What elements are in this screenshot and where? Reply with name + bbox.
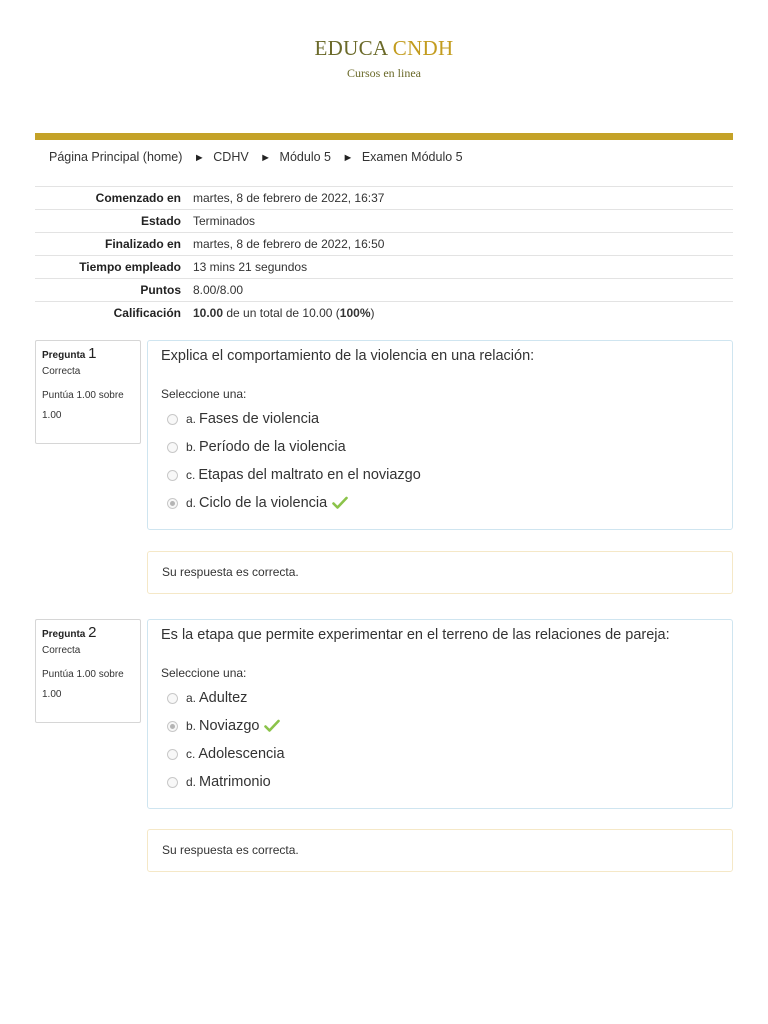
summary-value: 13 mins 21 segundos — [193, 256, 733, 279]
summary-row-grade — [35, 302, 733, 325]
option-text: Ciclo de la violencia — [199, 495, 328, 511]
grade-percent: 100% — [339, 306, 371, 320]
question-label: Pregunta — [42, 350, 86, 361]
summary-row-finished — [35, 233, 733, 256]
breadcrumb-separator-icon: ► — [342, 152, 354, 164]
radio-button[interactable] — [167, 693, 178, 704]
option-letter: d. — [186, 775, 197, 789]
summary-label: Finalizado en — [35, 233, 193, 256]
breadcrumb-home[interactable]: Página Principal (home) — [49, 150, 183, 164]
summary-value: martes, 8 de febrero de 2022, 16:50 — [193, 233, 733, 256]
answer-option[interactable] — [167, 684, 719, 712]
answer-prompt: Seleccione una: — [161, 666, 247, 680]
answer-option[interactable] — [167, 405, 719, 433]
answer-option-selected[interactable] — [167, 712, 719, 740]
option-letter: b. — [186, 719, 197, 733]
question-state: Correcta — [42, 645, 81, 656]
attempt-summary-table — [35, 186, 733, 324]
summary-row-started — [35, 187, 733, 210]
logo-brand-part1: EDUCA — [314, 36, 388, 60]
logo-brand-part2: CNDH — [392, 36, 454, 60]
radio-button-checked[interactable] — [167, 721, 178, 732]
question-grade: Puntúa 1.00 sobre 1.00 — [42, 669, 124, 700]
summary-row-marks — [35, 279, 733, 302]
feedback-1: Su respuesta es correcta. — [147, 551, 733, 594]
question-content-1 — [147, 340, 733, 530]
site-tagline: Cursos en linea — [347, 66, 421, 80]
option-letter: c. — [186, 468, 196, 482]
question-state: Correcta — [42, 366, 81, 377]
option-text: Fases de violencia — [199, 411, 320, 427]
option-letter: b. — [186, 440, 197, 454]
summary-label: Estado — [35, 210, 193, 233]
answer-options — [161, 405, 719, 517]
option-text: Noviazgo — [199, 718, 260, 734]
summary-value: martes, 8 de febrero de 2022, 16:37 — [193, 187, 733, 210]
radio-button[interactable] — [167, 749, 178, 760]
option-letter: d. — [186, 496, 197, 510]
summary-label: Tiempo empleado — [35, 256, 193, 279]
summary-label: Comenzado en — [35, 187, 193, 210]
breadcrumb-separator-icon: ► — [260, 152, 272, 164]
site-header — [0, 0, 768, 134]
breadcrumb-module[interactable]: Módulo 5 — [279, 150, 331, 164]
option-letter: a. — [186, 412, 197, 426]
question-text: Explica el comportamiento de la violencia en una relación: — [161, 348, 535, 364]
grade-score: 10.00 — [193, 306, 224, 320]
question-info-2 — [35, 619, 141, 723]
summary-value: Terminados — [193, 210, 733, 233]
question-number — [42, 345, 140, 362]
question-grade: Puntúa 1.00 sobre 1.00 — [42, 390, 124, 421]
answer-option-selected[interactable] — [167, 489, 719, 517]
option-text: Período de la violencia — [199, 439, 346, 455]
option-text: Etapas del maltrato en el noviazgo — [198, 467, 421, 483]
question-info-1 — [35, 340, 141, 444]
answer-prompt: Seleccione una: — [161, 387, 247, 401]
site-logo[interactable] — [0, 36, 768, 61]
question-number-value: 2 — [88, 624, 97, 641]
grade-middle-text: de un total de 10.00 ( — [223, 306, 340, 320]
answer-option[interactable] — [167, 768, 719, 796]
option-text: Matrimonio — [199, 774, 271, 790]
radio-button[interactable] — [167, 414, 178, 425]
answer-option[interactable] — [167, 461, 719, 489]
radio-button[interactable] — [167, 777, 178, 788]
breadcrumb-quiz[interactable]: Examen Módulo 5 — [361, 150, 463, 164]
summary-row-time-taken — [35, 256, 733, 279]
breadcrumb-separator-icon: ► — [193, 152, 205, 164]
header-accent-bar — [35, 133, 733, 140]
summary-label: Puntos — [35, 279, 193, 302]
grade-value — [193, 302, 733, 325]
summary-row-state — [35, 210, 733, 233]
summary-value: 8.00/8.00 — [193, 279, 733, 302]
question-number-value: 1 — [88, 345, 97, 362]
answer-option[interactable] — [167, 433, 719, 461]
feedback-2: Su respuesta es correcta. — [147, 829, 733, 872]
option-letter: a. — [186, 691, 197, 705]
question-text: Es la etapa que permite experimentar en el terreno de las relaciones de pareja: — [161, 627, 670, 643]
radio-button[interactable] — [167, 470, 178, 481]
option-text: Adultez — [199, 690, 248, 706]
question-content-2 — [147, 619, 733, 809]
question-label: Pregunta — [42, 629, 86, 640]
answer-option[interactable] — [167, 740, 719, 768]
answer-options — [161, 684, 719, 796]
question-number — [42, 624, 140, 641]
breadcrumb-course[interactable]: CDHV — [213, 150, 249, 164]
option-letter: c. — [186, 747, 196, 761]
radio-button[interactable] — [167, 442, 178, 453]
correct-check-icon — [332, 496, 348, 510]
correct-check-icon — [264, 719, 280, 733]
option-text: Adolescencia — [198, 746, 285, 762]
breadcrumb — [49, 150, 463, 164]
radio-button-checked[interactable] — [167, 498, 178, 509]
summary-label: Calificación — [35, 302, 193, 325]
grade-end-text: ) — [370, 306, 375, 320]
